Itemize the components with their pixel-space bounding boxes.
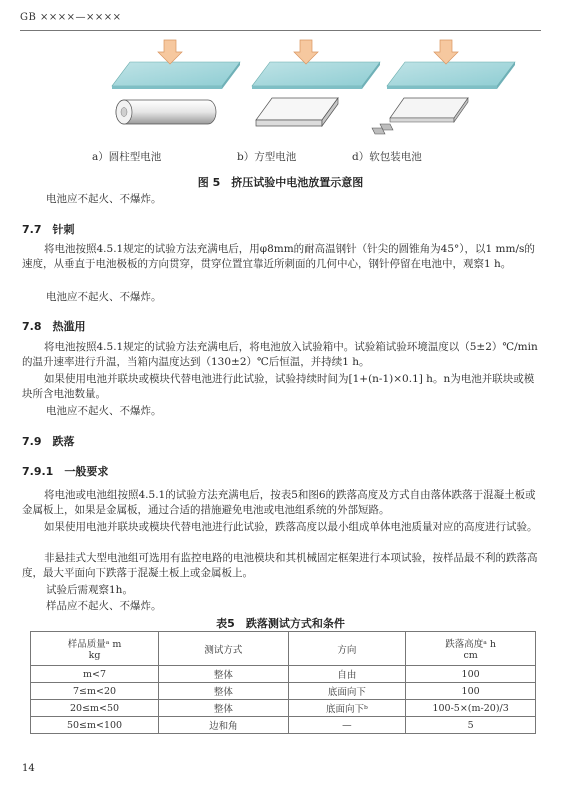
panel-pouch [372,40,515,134]
panel-prismatic [252,40,380,126]
press-plate [112,62,240,86]
page-number: 14 [22,763,35,774]
cell-mass: 7≤m<20 [31,683,159,700]
paragraph: 如果使用电池并联块或模块代替电池进行此试验，试验持续时间为[1+(n-1)×0.1] h。n为电池并联块或模块所含电池数量。 [22,373,535,400]
header-rule [20,30,541,31]
cell-mass: 20≤m<50 [31,700,159,717]
cell-direction: — [288,717,406,734]
table-title: 表5 跌落测试方式和条件 [216,617,345,630]
cell-height: 100 [406,683,536,700]
paragraph: 电池应不起火、不爆炸。 [46,193,162,205]
table-header-row [31,632,536,666]
caption-prismatic: b）方型电池 [237,151,297,163]
figure-title: 图 5 挤压试验中电池放置示意图 [197,176,364,189]
header-mass-unit: kg [88,650,101,661]
press-plate [387,62,515,86]
cell-method: 整体 [159,683,289,700]
subsection-heading: 7.9.1 一般要求 [22,465,109,478]
header-method: 测试方式 [159,632,289,666]
cell-mass: m<7 [31,666,159,683]
header-height [406,632,536,666]
cell-height: 100 [406,666,536,683]
header-height-unit: cm [463,650,478,661]
header-direction: 方向 [288,632,406,666]
table-row [31,717,536,734]
table-row [31,666,536,683]
arrow-down-icon [294,40,318,64]
cell-method: 边和角 [159,717,289,734]
paragraph: 将电池或电池组按照4.5.1的试验方法充满电后，按表5和图6的跌落高度及方式自由落体跌落于混凝土板或金属板上，如果是金属板，通过合适的措施避免电池或电池组系统的外部短路。 [22,489,536,516]
section-heading: 7.7 针刺 [22,223,75,236]
cell-method: 整体 [159,700,289,717]
cell-direction: 自由 [288,666,406,683]
paragraph: 将电池按照4.5.1规定的试验方法充满电后，用φ8mm的耐高温钢针（针尖的圆锥角为45°），以1 mm/s的速度，从垂直于电池极板的方向贯穿，贯穿位置宜靠近所刺面的几何中心，钢针停留在电池中，观察1 h。 [22,243,535,270]
drop-test-table [30,631,536,734]
section-heading: 7.9 跌落 [22,435,75,448]
cell-height: 100-5×(m-20)/3 [406,700,536,717]
cell-direction: 底面向下ᵇ [288,700,406,717]
table-row [31,700,536,717]
cell-mass: 50≤m<100 [31,717,159,734]
arrow-down-icon [158,40,182,64]
cell-direction: 底面向下 [288,683,406,700]
press-plate [252,62,380,86]
paragraph: 如果使用电池并联块或模块代替电池进行此试验，跌落高度以最小组成单体电池质量对应的高度进行试验。 [44,521,538,533]
arrow-down-icon [434,40,458,64]
caption-pouch: d）软包装电池 [352,151,422,163]
paragraph: 将电池按照4.5.1规定的试验方法充满电后，将电池放入试验箱中。试验箱试验环境温度以（5±2）℃/min的温升速率进行升温，当箱内温度达到（130±2）℃后恒温，并持续1 h。 [22,341,538,368]
caption-cylindrical: a）圆柱型电池 [92,151,162,163]
paragraph: 非悬挂式大型电池组可选用有监控电路的电池模块和其机械固定框架进行本项试验，按样品最不利的跌落高度，最大平面向下跌落于混凝土板上或金属板上。 [22,552,538,579]
header-mass [31,632,159,666]
paragraph: 试验后需观察1h。 [46,584,133,596]
table-row [31,683,536,700]
paragraph: 电池应不起火、不爆炸。 [46,405,162,417]
header-height-label: 跌落高度ᵃ h [445,639,497,650]
header-mass-label: 样品质量ᵃ m [67,639,122,650]
cell-height: 5 [406,717,536,734]
document-code: GB ××××—×××× [20,12,122,23]
section-heading: 7.8 热滥用 [22,320,86,333]
paragraph: 电池应不起火、不爆炸。 [46,291,162,303]
paragraph: 样品应不起火、不爆炸。 [46,600,162,612]
panel-cylindrical [112,40,240,124]
cell-method: 整体 [159,666,289,683]
